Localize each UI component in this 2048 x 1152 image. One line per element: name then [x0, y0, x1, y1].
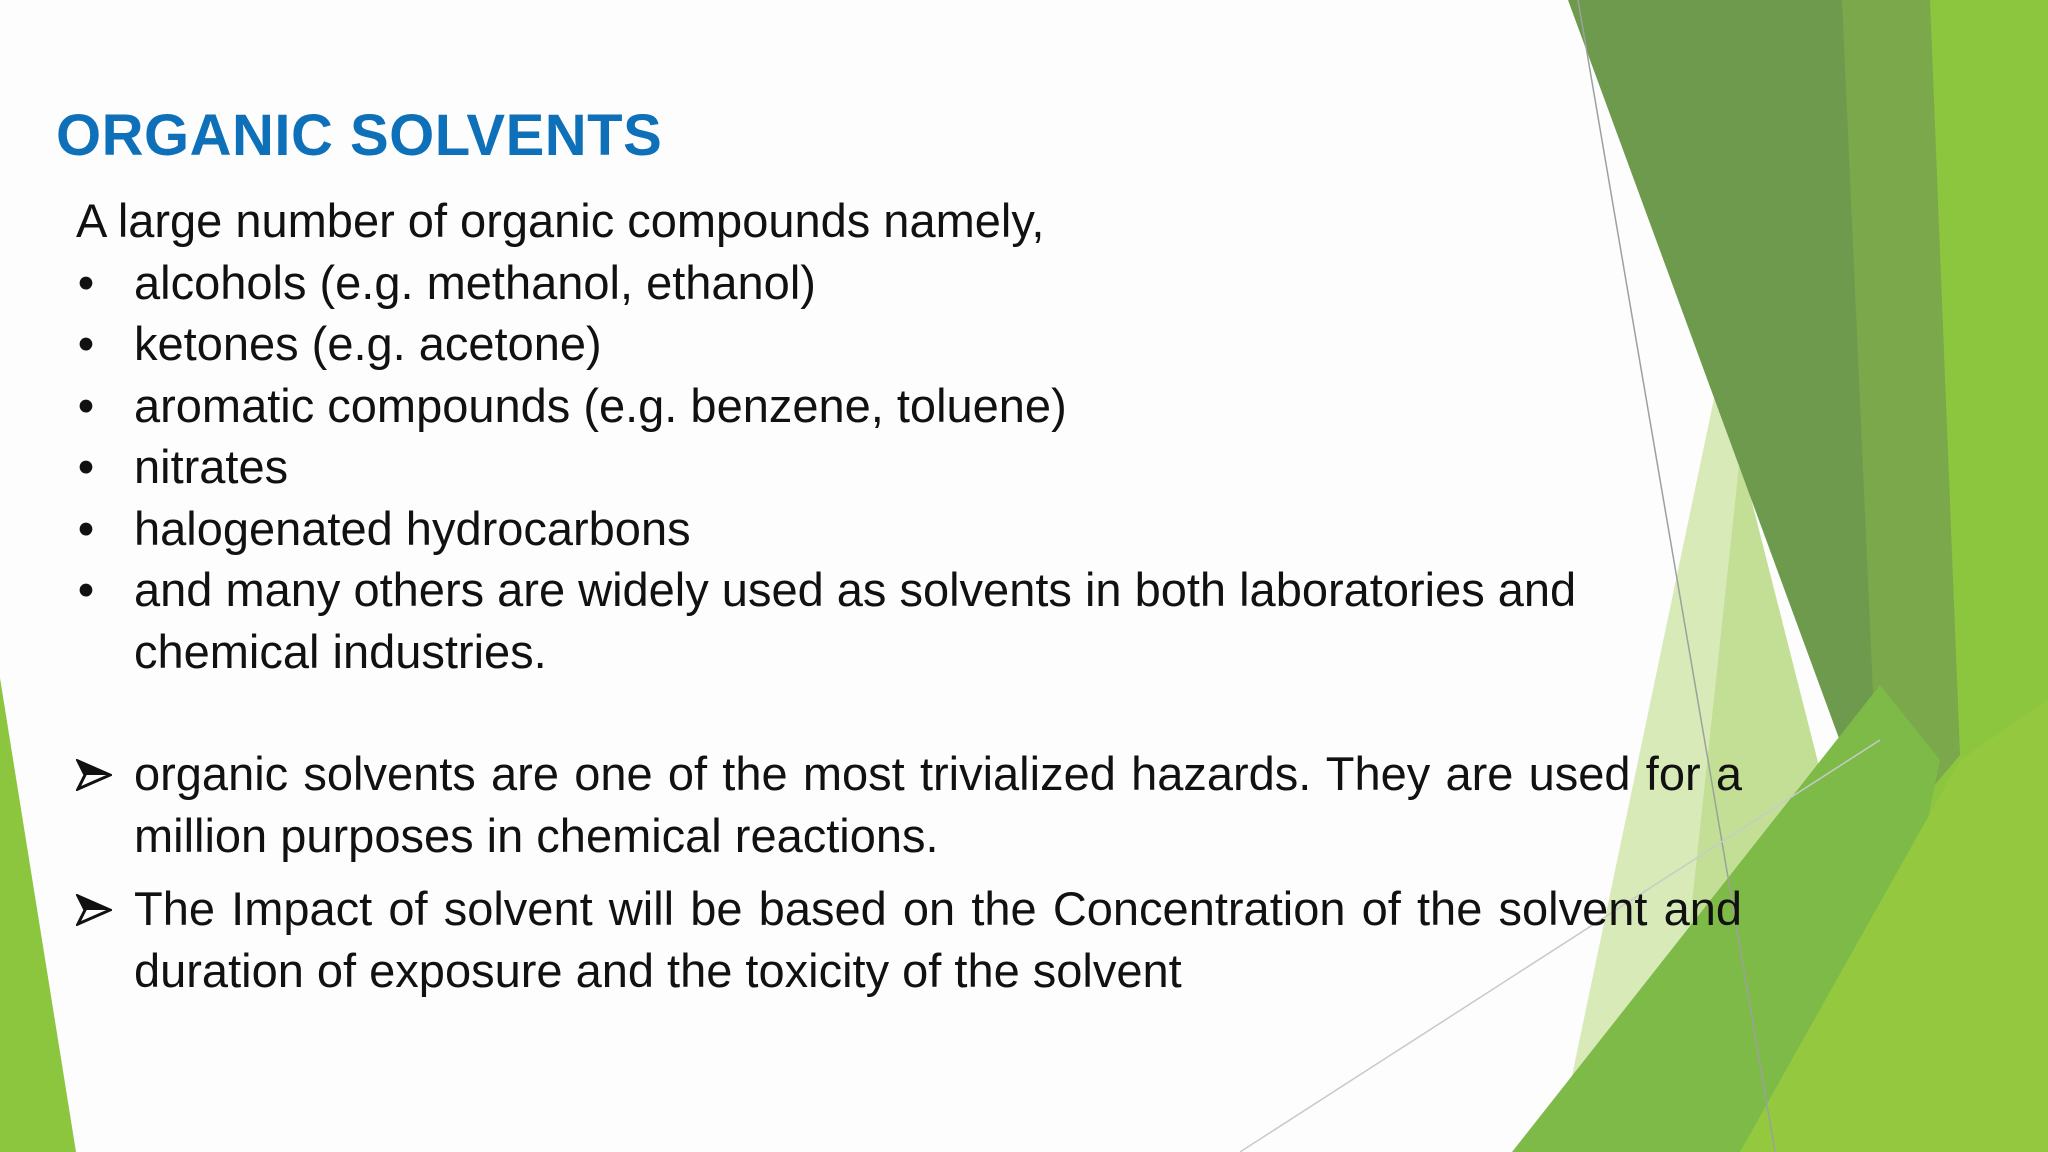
list-item	[76, 436, 1742, 498]
list-item	[76, 313, 1742, 375]
slide-title: ORGANIC SOLVENTS	[56, 103, 663, 168]
bullet-dot: •	[77, 501, 95, 555]
list-item-text: alcohols (e.g. methanol, ethanol)	[134, 255, 816, 309]
list-item-text: nitrates	[134, 440, 289, 493]
arrow-bullet-icon	[76, 759, 112, 791]
list-item	[76, 498, 1742, 560]
list-item-text: and many others are widely used as solvents in both laboratories and chemical industries.	[134, 563, 1577, 678]
list-item-text: halogenated hydrocarbons	[134, 501, 691, 555]
list-item	[76, 559, 1742, 682]
bullet-dot: •	[77, 440, 95, 493]
list-item-text: ketones (e.g. acetone)	[134, 317, 602, 370]
bullet-dot: •	[77, 317, 95, 370]
hazard-arrow-list	[76, 743, 1742, 1001]
slide-body	[76, 190, 1742, 1013]
bullet-dot: •	[77, 378, 95, 432]
arrow-list-item	[76, 878, 1742, 1001]
arrow-list-item-text: The Impact of solvent will be based on the Concentration of the solvent and duration of exposure and the toxicity of the solvent	[134, 882, 1742, 997]
arrow-list-item	[76, 743, 1742, 866]
compound-bullet-list	[76, 252, 1742, 683]
intro-text: A large number of organic compounds namely,	[76, 194, 1045, 247]
arrow-list-item-text: organic solvents are one of the most trivialized hazards. They are used for a million purposes in chemical reactions.	[134, 747, 1742, 862]
list-item-text: aromatic compounds (e.g. benzene, toluene)	[134, 378, 1067, 432]
left-edge-green-strip	[0, 678, 76, 1152]
list-item	[76, 375, 1742, 437]
bullet-dot: •	[77, 563, 95, 616]
arrow-bullet-icon	[76, 894, 112, 926]
bullet-dot: •	[77, 255, 95, 309]
list-item	[76, 252, 1742, 314]
